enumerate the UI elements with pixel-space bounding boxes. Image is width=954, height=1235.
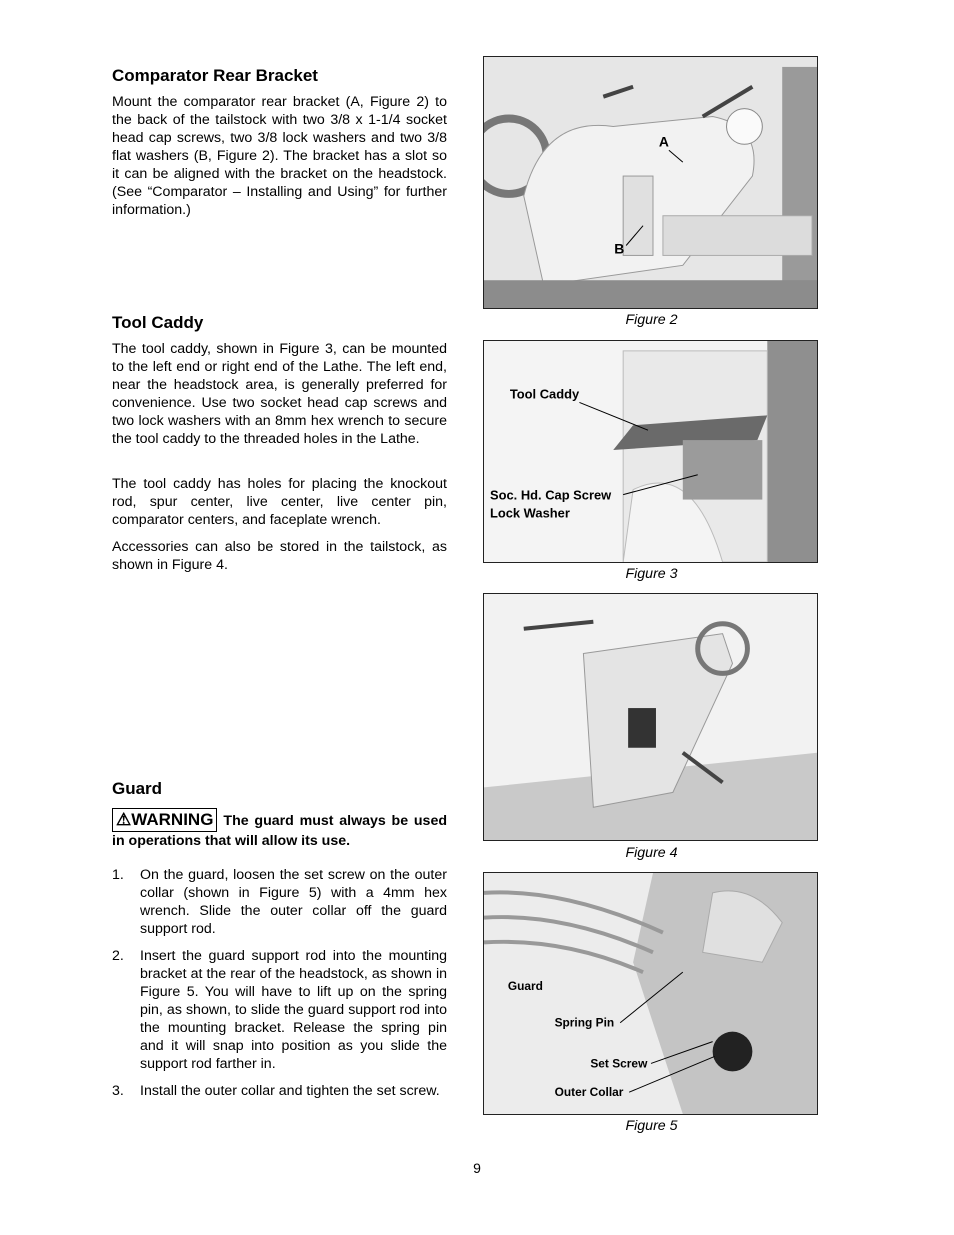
warning-text: The guard must always be used in operations that will allow its use. bbox=[112, 813, 447, 849]
fig5-label-set: Set Screw bbox=[590, 1056, 648, 1071]
warning-icon: ⚠ bbox=[116, 810, 132, 829]
guard-steps bbox=[112, 866, 447, 1109]
fig3-label-washer: Lock Washer bbox=[489, 505, 570, 521]
warning-badge bbox=[112, 808, 217, 832]
comparator-body: Mount the comparator rear bracket (A, Figure 2) to the back of the tailstock with two 3/8 x 1-1/4 socket head cap screws, two 3/8 lock washers and two 3/8 flat washers (B, Figure 2). The bracket has a slot so it can be aligned with the bracket on the headstock. (See “Comparator – Installing and Using” for further information.) bbox=[112, 94, 447, 218]
warning-badge-label: WARNING bbox=[131, 810, 214, 829]
fig3-label-screw: Soc. Hd. Cap Screw bbox=[489, 487, 612, 503]
step-number: 1. bbox=[112, 867, 124, 883]
tool-caddy-p2: The tool caddy has holes for placing the knockout rod, spur center, live center, live center pin, comparator centers, and faceplate wrench. bbox=[112, 476, 447, 528]
step-number: 3. bbox=[112, 1083, 124, 1099]
step-text: On the guard, loosen the set screw on the outer collar (shown in Figure 5) with a 4mm hex wrench. Slide the outer collar off the guard support rod. bbox=[140, 867, 447, 937]
fig2-label-b: B bbox=[614, 240, 625, 257]
fig5-label-guard: Guard bbox=[507, 979, 543, 994]
tool-caddy-p3: Accessories can also be stored in the tailstock, as shown in Figure 4. bbox=[112, 539, 447, 573]
figure-2-image bbox=[483, 56, 818, 309]
step-number: 2. bbox=[112, 948, 124, 964]
fig5-label-pin: Spring Pin bbox=[554, 1015, 615, 1030]
heading-guard: Guard bbox=[112, 779, 163, 798]
fig3-label-caddy: Tool Caddy bbox=[509, 386, 580, 402]
fig5-label-collar: Outer Collar bbox=[554, 1085, 624, 1100]
guard-step bbox=[112, 947, 447, 1073]
heading-comparator: Comparator Rear Bracket bbox=[112, 66, 318, 85]
guard-step bbox=[112, 1082, 447, 1100]
fig2-label-a: A bbox=[658, 133, 670, 150]
figure-5-caption: Figure 5 bbox=[625, 1118, 678, 1134]
page-number: 9 bbox=[473, 1160, 481, 1176]
heading-tool-caddy: Tool Caddy bbox=[112, 313, 204, 332]
figure-3-caption: Figure 3 bbox=[625, 566, 678, 582]
step-text: Install the outer collar and tighten the set screw. bbox=[140, 1083, 440, 1099]
figure-4-caption: Figure 4 bbox=[625, 845, 678, 861]
figure-5-image bbox=[483, 872, 818, 1115]
figure-3-image bbox=[483, 340, 818, 563]
figure-2-caption: Figure 2 bbox=[625, 312, 678, 328]
step-text: Insert the guard support rod into the mounting bracket at the rear of the headstock, as shown in Figure 5. You will have to lift up on the spring pin, as shown, to slide the guard support rod into the mounting bracket. Release the spring pin and it will snap into position as you slide the support rod farther in. bbox=[140, 948, 447, 1072]
guard-step bbox=[112, 866, 447, 938]
guard-warning bbox=[112, 808, 447, 850]
tool-caddy-p1: The tool caddy, shown in Figure 3, can be mounted to the left end or right end of the Lathe. The left end, near the headstock area, is generally preferred for convenience. Use two socket head cap screws and two lock washers with an 8mm hex wrench to secure the tool caddy to the threaded holes in the Lathe. bbox=[112, 341, 447, 447]
figure-4-image bbox=[483, 593, 818, 841]
